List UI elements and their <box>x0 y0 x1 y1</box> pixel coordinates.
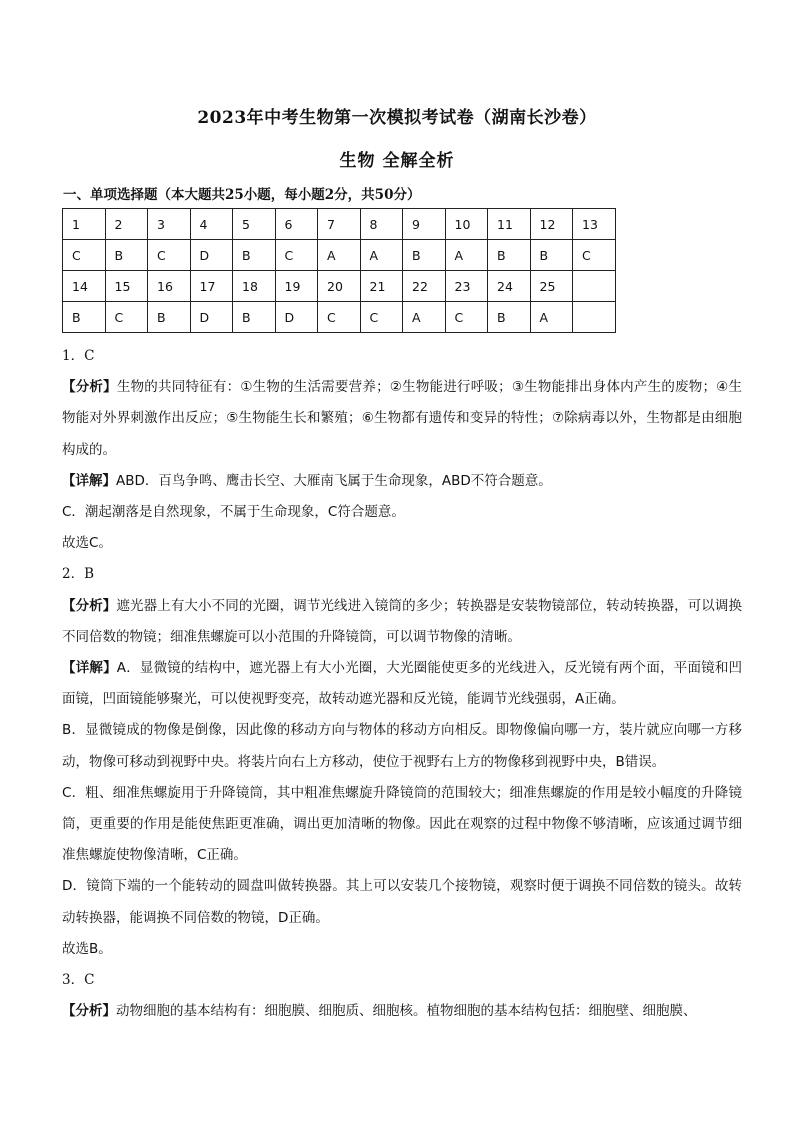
q2-option-d: D．镜筒下端的一个能转动的圆盘叫做转换器。其上可以安装几个接物镜，观察时便于调换不同倍数的镜头。故转动转换器，能调换不同倍数的物镜，D正确。 <box>62 878 742 926</box>
answer-table-cell: 16 <box>148 271 191 302</box>
answer-table-cell: 12 <box>530 209 573 240</box>
q2-number: 2．B <box>62 566 95 583</box>
answer-table-cell: B <box>488 240 531 271</box>
analysis-text: 遮光器上有大小不同的光圈，调节光线进入镜筒的多少；转换器是安装物镜部位，转动转换器，可以调换不同倍数的物镜；细准焦螺旋可以小范围的升降镜筒，可以调节物像的清晰。 <box>62 597 743 645</box>
answer-table-cell: C <box>63 240 106 271</box>
q1-number: 1．C <box>62 348 95 364</box>
answer-table-cell: 10 <box>445 209 488 240</box>
answer-table-row <box>63 240 616 271</box>
q3-analysis <box>62 996 742 1027</box>
answer-table-row <box>63 302 616 333</box>
q2-detail <box>62 653 742 715</box>
answer-table-cell: 3 <box>148 209 191 240</box>
answer-table-cell: 20 <box>318 271 361 302</box>
answer-table-cell: C <box>360 302 403 333</box>
answer-table-cell: 23 <box>445 271 488 302</box>
answer-table-cell: A <box>360 240 403 271</box>
answer-table-cell: C <box>445 302 488 333</box>
analysis-tag: 【分析】 <box>62 1003 116 1020</box>
analysis-text: 生物的共同特征有：①生物的生活需要营养；②生物能进行呼吸；③生物能排出身体内产生的废物；④生物能对外界刺激作出反应；⑤生物能生长和繁殖；⑥生物都有遗传和变异的特性；⑦除病毒以外，生物都是由细胞构成的。 <box>62 379 742 458</box>
answer-table-cell: C <box>148 240 191 271</box>
answer-table-cell: 2 <box>105 209 148 240</box>
answer-table <box>62 208 616 333</box>
answer-table-cell: 14 <box>63 271 106 302</box>
page-title: 2023年中考生物第一次模拟考试卷（湖南长沙卷） <box>197 108 597 128</box>
answer-table-cell: 24 <box>488 271 531 302</box>
answer-table-cell: D <box>275 302 318 333</box>
answer-table-cell: 7 <box>318 209 361 240</box>
answer-table-cell: 4 <box>190 209 233 240</box>
q1-analysis <box>62 372 742 466</box>
answer-table-cell: 17 <box>190 271 233 302</box>
answer-table-cell: B <box>403 240 446 271</box>
q1-option-c: C．潮起潮落是自然现象，不属于生命现象，C符合题意。 <box>62 504 405 521</box>
answer-table-cell: 1 <box>63 209 106 240</box>
answer-table-cell: B <box>105 240 148 271</box>
answer-table-cell: 15 <box>105 271 148 302</box>
detail-tag: 【详解】 <box>62 472 116 489</box>
explanations <box>62 341 742 1027</box>
q2-option-b: B．显微镜成的物像是倒像，因此像的移动方向与物体的移动方向相反。即物像偏向哪一方，装片就应向哪一方移动，物像可移动到视野中央。将装片向右上方移动，使位于视野右上方的物像移到视野中央，B错误。 <box>62 722 742 770</box>
q1-detail <box>62 466 742 497</box>
answer-table-cell: 9 <box>403 209 446 240</box>
detail-text: ABD．百鸟争鸣、鹰击长空、大雁南飞属于生命现象，ABD不符合题意。 <box>116 472 552 489</box>
analysis-text: 动物细胞的基本结构有：细胞膜、细胞质、细胞核。植物细胞的基本结构包括：细胞壁、细胞膜、 <box>116 1003 697 1020</box>
section-heading: 一、单项选择题（本大题共25小题，每小题2分，共50分） <box>63 187 421 203</box>
answer-table-cell: 5 <box>233 209 276 240</box>
answer-table-row <box>63 209 616 240</box>
answer-table-cell: A <box>318 240 361 271</box>
answer-table-cell: B <box>233 240 276 271</box>
answer-table-cell: B <box>233 302 276 333</box>
answer-table-cell: D <box>190 240 233 271</box>
q1-conclusion: 故选C。 <box>62 535 112 552</box>
answer-table-cell <box>573 271 616 302</box>
answer-table-cell: A <box>445 240 488 271</box>
analysis-tag: 【分析】 <box>62 379 117 396</box>
answer-table-cell: C <box>105 302 148 333</box>
answer-table-cell <box>573 302 616 333</box>
analysis-tag: 【分析】 <box>62 597 117 614</box>
q2-analysis <box>62 591 742 653</box>
answer-table-cell: D <box>190 302 233 333</box>
detail-text: A．显微镜的结构中，遮光器上有大小光圈，大光圈能使更多的光线进入，反光镜有两个面，平面镜和凹面镜，凹面镜能够聚光，可以使视野变亮，故转动遮光器和反光镜，能调节光线强弱，A正确。 <box>62 660 743 708</box>
answer-table-cell: B <box>530 240 573 271</box>
answer-table-cell: 18 <box>233 271 276 302</box>
answer-table-cell: 13 <box>573 209 616 240</box>
answer-table-cell: B <box>488 302 531 333</box>
page-subtitle: 生物 全解全析 <box>339 151 455 171</box>
answer-table-cell: 11 <box>488 209 531 240</box>
answer-table-cell: 8 <box>360 209 403 240</box>
answer-table-cell: 19 <box>275 271 318 302</box>
answer-table-cell: C <box>275 240 318 271</box>
answer-table-row <box>63 271 616 302</box>
detail-tag: 【详解】 <box>62 660 117 677</box>
answer-table-cell: B <box>148 302 191 333</box>
answer-table-cell: C <box>573 240 616 271</box>
q2-conclusion: 故选B。 <box>62 940 112 957</box>
answer-table-cell: 25 <box>530 271 573 302</box>
answer-table-cell: 21 <box>360 271 403 302</box>
answer-table-cell: 6 <box>275 209 318 240</box>
answer-table-cell: 22 <box>403 271 446 302</box>
answer-table-cell: B <box>63 302 106 333</box>
answer-table-cell: A <box>403 302 446 333</box>
answer-table-cell: A <box>530 302 573 333</box>
answer-table-cell: C <box>318 302 361 333</box>
q3-number: 3．C <box>62 972 95 989</box>
q2-option-c: C．粗、细准焦螺旋用于升降镜筒，其中粗准焦螺旋升降镜筒的范围较大；细准焦螺旋的作用是较小幅度的升降镜筒，更重要的作用是能使焦距更准确，调出更加清晰的物像。因此在观察的过程中物像不够清晰，应该通过调节细准焦螺旋使物像清晰，C正确。 <box>62 784 742 864</box>
